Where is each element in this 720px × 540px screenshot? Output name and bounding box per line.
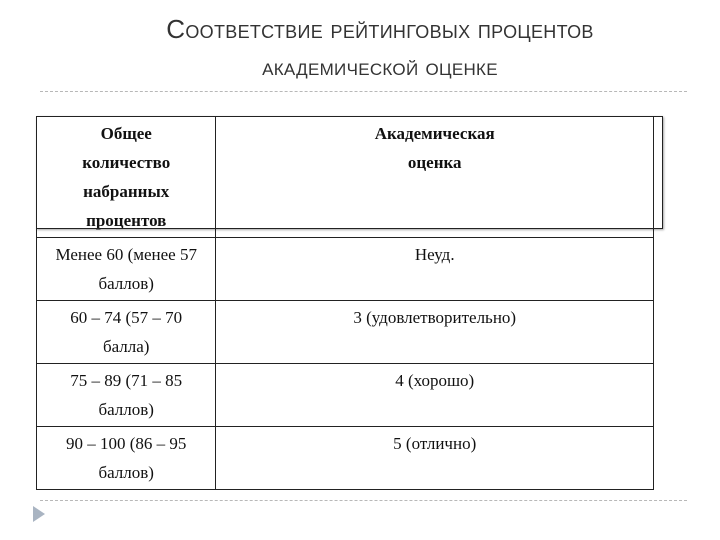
table-header-row (37, 117, 654, 238)
header-percent-line: Общее (100, 124, 152, 143)
percent-line: баллов) (98, 400, 154, 419)
slide-title-line2: академической оценке (262, 54, 498, 81)
top-separator (40, 91, 687, 92)
table-row (37, 301, 654, 364)
percent-cell (37, 364, 216, 427)
header-percent-line: количество (82, 153, 171, 172)
table-row (37, 427, 654, 490)
table-row (37, 238, 654, 301)
header-grade-line: оценка (407, 153, 462, 172)
percent-line: балла) (102, 337, 150, 356)
percent-cell (37, 427, 216, 490)
grade-cell: 3 (удовлетворительно) (216, 301, 654, 364)
percent-line: баллов) (98, 274, 154, 293)
grade-cell: 4 (хорошо) (216, 364, 654, 427)
table-row (37, 364, 654, 427)
percent-line: Менее 60 (менее 57 (55, 245, 197, 264)
header-percent (37, 117, 216, 238)
header-percent-line: процентов (86, 211, 167, 230)
header-percent-line: набранных (83, 182, 170, 201)
header-grade-line: Академическая (374, 124, 495, 143)
slide-title-line1: Соответствие рейтинговых процентов (166, 14, 594, 44)
bottom-separator (40, 500, 687, 501)
percent-line: 90 – 100 (86 – 95 (66, 434, 187, 453)
percent-line: 60 – 74 (57 – 70 (70, 308, 183, 327)
percent-cell (37, 238, 216, 301)
header-grade (216, 117, 654, 238)
percent-cell (37, 301, 216, 364)
grade-cell: Неуд. (216, 238, 654, 301)
grade-table (36, 116, 654, 490)
grade-cell: 5 (отлично) (216, 427, 654, 490)
percent-line: баллов) (98, 463, 154, 482)
percent-line: 75 – 89 (71 – 85 (70, 371, 183, 390)
play-arrow-icon (33, 506, 45, 522)
